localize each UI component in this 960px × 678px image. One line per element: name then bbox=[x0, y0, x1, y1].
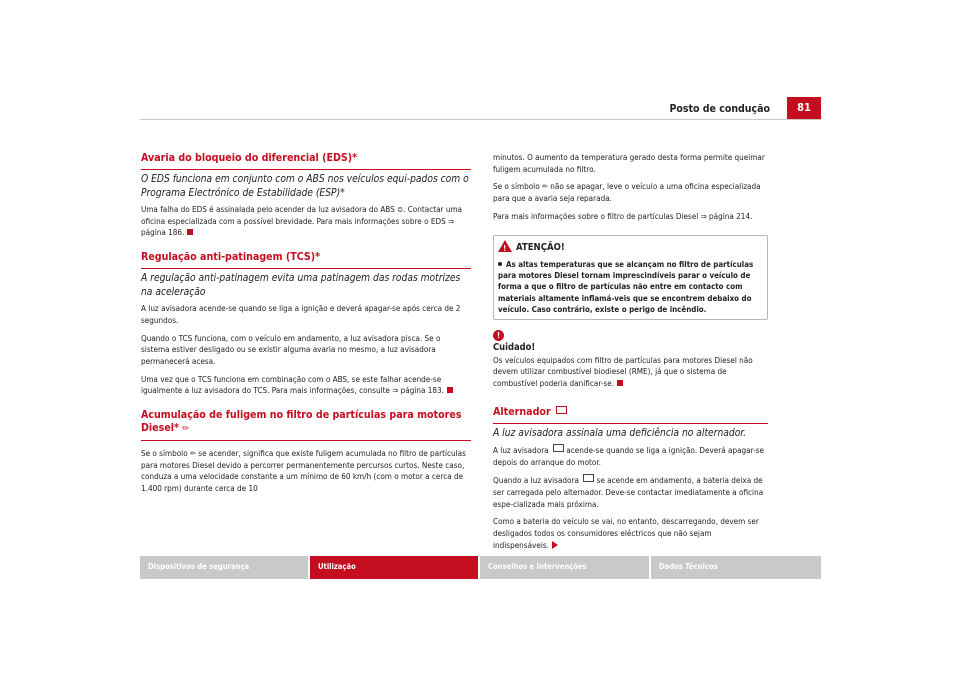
abs-warning-icon: ⊜ bbox=[397, 205, 404, 214]
text: não se apagar, leve o veículo a uma oficina especializada para que a avaria seja reparada. bbox=[493, 181, 761, 204]
section-diesel-filter bbox=[141, 409, 471, 495]
section-rule bbox=[141, 169, 471, 170]
end-of-section-mark bbox=[617, 380, 623, 386]
tab-dados-tecnicos[interactable]: Dados Técnicos bbox=[651, 556, 821, 579]
running-header-title: Posto de condução bbox=[669, 103, 770, 115]
left-column bbox=[141, 152, 471, 507]
paragraph: Para mais informações sobre o filtro de partículas Diesel ⇒ página 214. bbox=[493, 210, 753, 221]
section-subtitle-tcs: A regulação anti-patinagem evita uma patinagem das rodas motrizes na aceleração bbox=[141, 273, 461, 299]
warning-triangle-icon: ! bbox=[498, 240, 512, 252]
paragraph: A luz avisadora acende-se quando se liga a ignição e deverá apagar-se após cerca de 2 segundos. bbox=[141, 303, 461, 325]
text: acende-se quando se liga a ignição. Deverá apagar-se depois do arranque do motor. bbox=[493, 444, 765, 467]
text: Se o símbolo bbox=[493, 181, 542, 192]
paragraph bbox=[493, 516, 768, 551]
paragraph bbox=[493, 474, 768, 510]
title-text: Acumulação de fuligem no filtro de partículas para motores Diesel* bbox=[141, 409, 462, 435]
battery-icon bbox=[553, 444, 564, 452]
text: Se o símbolo bbox=[141, 448, 190, 459]
text: . Contactar uma oficina especializada com a possível brevidade. Para mais informações sobre o EDS ⇒ página 186. bbox=[141, 204, 463, 238]
section-rule bbox=[141, 268, 471, 269]
caution-text bbox=[493, 355, 768, 390]
bullet-icon bbox=[498, 262, 502, 266]
text: Como a bateria do veículo se vai, no entanto, descarregando, devem ser desligados todos os consumidores eléctricos que não sejam indispensáveis. bbox=[493, 516, 759, 550]
section-eds bbox=[141, 152, 471, 239]
end-of-section-mark bbox=[447, 387, 453, 393]
warning-title: ATENÇÃO! bbox=[516, 241, 565, 253]
paragraph bbox=[141, 374, 471, 397]
text: Quando a luz avisadora bbox=[493, 475, 582, 486]
paragraph: minutos. O aumento da temperatura gerado desta forma permite queimar fuligem acumulada no filtro. bbox=[493, 152, 765, 174]
text: As altas temperaturas que se alcançam no filtro de partículas para motores Diesel tornam imprescindíveis parar o veículo de forma a que o filtro de partículas não entre em contacto com materiais altamente inflamá-veis que se encontrem debaixo do veículo. Caso contrário, existe o perigo de incêndio. bbox=[498, 259, 754, 314]
paragraph bbox=[493, 181, 768, 204]
battery-icon bbox=[583, 474, 594, 482]
section-title-diesel-filter bbox=[141, 409, 471, 436]
paragraph bbox=[141, 204, 471, 239]
section-subtitle-alternator: A luz avisadora assinala uma deficiência no alternador. bbox=[493, 427, 747, 439]
text: Uma vez que o TCS funciona em combinação com o ABS, se este falhar acende-se igualmente a luz avisadora do TCS. Para mais informações, consulte ⇒ página 183. bbox=[141, 373, 444, 396]
title-text: Alternador bbox=[493, 405, 554, 418]
text: Uma falha do EDS é assinalada pelo acender da luz avisadora do ABS bbox=[141, 204, 398, 214]
tab-utilizacao[interactable]: Utilização bbox=[310, 556, 478, 579]
caution-title: Cuidado! bbox=[493, 342, 536, 353]
particle-filter-icon: ✏ bbox=[189, 449, 196, 459]
header-divider bbox=[140, 119, 821, 120]
paragraph bbox=[141, 448, 471, 495]
footer-nav bbox=[140, 556, 821, 579]
tab-dispositivos-de-seguranca[interactable]: Dispositivos de segurança bbox=[140, 556, 308, 579]
caution-heading bbox=[493, 330, 768, 353]
tab-conselhos-e-intervencoes[interactable]: Conselhos e Intervenções bbox=[480, 556, 649, 579]
text: se acender, significa que existe fuligem acumulada no filtro de partículas para motores Diesel devido a percorrer permanentemente percursos curtos. Neste caso, conduza a uma velocidade constante a um mínimo de 60 km/h (com o motor a cerca de 1.400 rpm) durante cerca de 10 bbox=[141, 448, 466, 494]
page-number: 81 bbox=[787, 97, 821, 119]
end-of-section-mark bbox=[187, 229, 193, 235]
paragraph: Quando o TCS funciona, com o veículo em andamento, a luz avisadora pisca. Se o sistema estiver desligado ou se existir alguma avaria no mesmo, a luz avisadora permanecerá acesa. bbox=[141, 332, 441, 366]
continue-arrow-icon bbox=[552, 541, 558, 549]
warning-heading bbox=[503, 241, 761, 253]
section-title-tcs: Regulação anti-patinagem (TCS)* bbox=[141, 251, 321, 264]
section-title-alternator bbox=[493, 406, 768, 419]
particle-filter-icon: ✏ bbox=[182, 424, 190, 435]
warning-box bbox=[493, 235, 768, 321]
particle-filter-icon: ✏ bbox=[541, 182, 548, 192]
paragraph bbox=[493, 444, 768, 468]
section-alternator bbox=[493, 406, 768, 552]
section-title-eds: Avaria do bloqueio do diferencial (EDS)* bbox=[141, 152, 358, 164]
caution-icon: ! bbox=[493, 330, 504, 341]
text: Os veículos equipados com filtro de partículas para motores Diesel não devem utilizar combustível biodiesel (RME), já que o sistema de combustível poderia danificar-se. bbox=[493, 354, 753, 389]
section-tcs bbox=[141, 251, 471, 397]
text: A luz avisadora bbox=[493, 444, 551, 455]
section-subtitle-eds: O EDS funciona em conjunto com o ABS nos veículos equi-pados com o Programa Electrónico de Estabilidade (ESP)* bbox=[141, 174, 469, 199]
battery-icon bbox=[556, 406, 567, 414]
section-rule bbox=[493, 423, 768, 424]
warning-text bbox=[498, 259, 761, 315]
right-column bbox=[493, 152, 768, 563]
section-rule bbox=[141, 440, 471, 441]
text: se acende em andamento, a bateria deixa de ser carregada pelo alternador. Deve-se contactar imediatamente a oficina espe-cializada mais próxima. bbox=[493, 475, 764, 509]
